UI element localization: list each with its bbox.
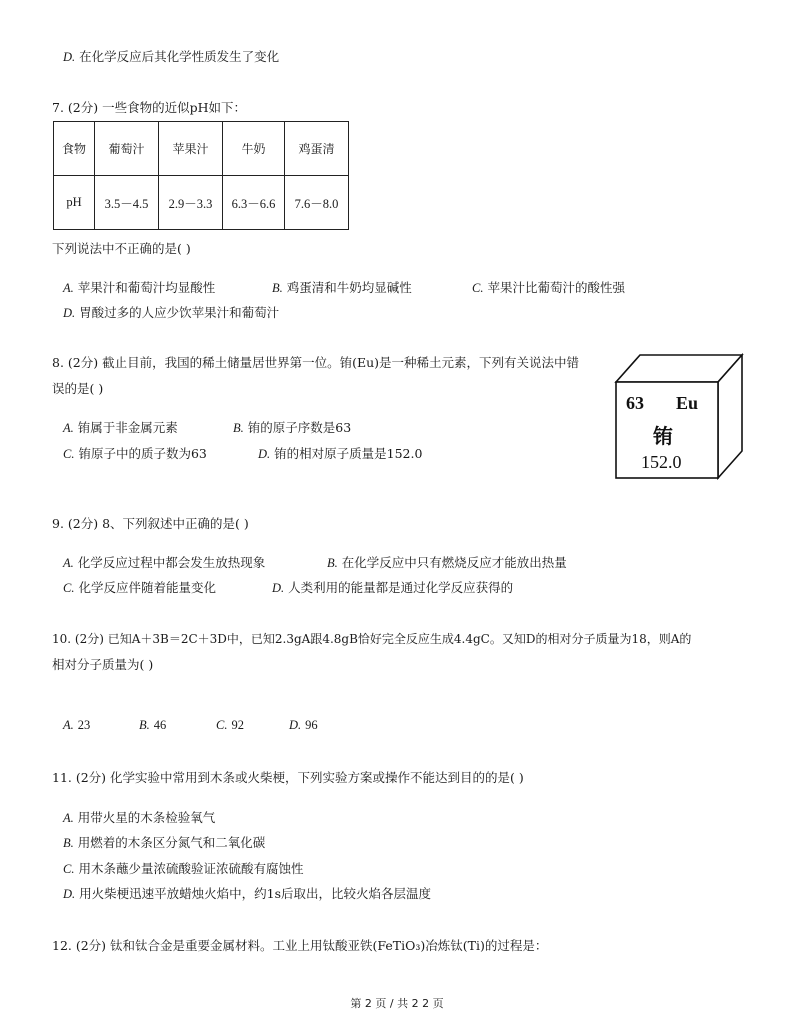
q8-heading-line1: 8. (2分) 截止目前，我国的稀土储量居世界第一位。铕(Eu)是一种稀土元素，下列有关说法中错	[52, 355, 580, 370]
q8-option-b	[233, 418, 351, 436]
option-letter: D.	[63, 306, 76, 320]
option-letter: B.	[63, 836, 74, 850]
option-letter: A.	[63, 556, 74, 570]
q8-heading-line2: 误的是( )	[52, 381, 104, 396]
q11-heading: 11. (2分) 化学实验中常用到木条或火柴梗，下列实验方案或操作不能达到目的的是( )	[52, 770, 524, 785]
element-name: 铕	[653, 424, 673, 448]
option-text: 铕的相对原子质量是152.0	[274, 446, 423, 461]
q7-heading: 7. (2分) 一些食物的近似pH如下：	[52, 100, 246, 115]
option-text: 92	[231, 718, 244, 732]
option-letter: C.	[216, 718, 228, 732]
option-letter: A.	[63, 281, 74, 295]
q7-option-b	[272, 278, 412, 296]
option-letter: A.	[63, 718, 74, 732]
option-letter: C.	[63, 447, 75, 461]
q12-heading: 12. (2分) 钛和钛合金是重要金属材料。工业上用钛酸亚铁(FeTiO₃)冶炼钛(Ti)的过程是：	[52, 938, 548, 953]
ph-table	[53, 121, 349, 230]
q9-option-c	[63, 578, 216, 596]
element-card-europium	[614, 352, 744, 480]
option-text: 鸡蛋清和牛奶均显碱性	[286, 280, 412, 295]
option-text: 用燃着的木条区分氮气和二氧化碳	[77, 835, 266, 850]
option-text: 人类利用的能量都是通过化学反应获得的	[288, 580, 514, 595]
option-letter: A.	[63, 421, 74, 435]
option-letter: D.	[258, 447, 271, 461]
q10-heading-line2: 相对分子质量为( )	[52, 657, 154, 672]
table-cell: 鸡蛋清	[285, 122, 349, 176]
table-cell: 苹果汁	[159, 122, 223, 176]
option-text: 胃酸过多的人应少饮苹果汁和葡萄汁	[79, 305, 280, 320]
q6-option-d	[63, 47, 279, 65]
option-text: 化学反应伴随着能量变化	[78, 580, 216, 595]
table-cell: 牛奶	[223, 122, 285, 176]
page-footer: 第 2 页 / 共 2 2 页	[350, 997, 444, 1010]
option-letter: B.	[139, 718, 150, 732]
option-letter: C.	[63, 581, 75, 595]
table-cell: 7.6－8.0	[285, 176, 349, 230]
table-row	[54, 122, 349, 176]
option-text: 苹果汁比葡萄汁的酸性强	[487, 280, 625, 295]
q6-option-d-letter: D.	[63, 50, 76, 64]
table-cell: 6.3－6.6	[223, 176, 285, 230]
q7-option-a	[63, 278, 215, 296]
element-symbol: Eu	[676, 393, 699, 413]
table-cell: pH	[54, 176, 95, 230]
q11-option-c	[63, 859, 303, 877]
option-letter: B.	[272, 281, 283, 295]
q10-option-d	[289, 717, 318, 733]
q7-option-c	[472, 278, 625, 296]
q9-option-b	[327, 553, 567, 571]
q10-option-a	[63, 717, 90, 733]
table-row	[54, 176, 349, 230]
option-text: 46	[153, 718, 167, 732]
option-text: 23	[77, 718, 91, 732]
q9-option-a	[63, 553, 265, 571]
table-cell: 2.9－3.3	[159, 176, 223, 230]
option-text: 铕原子中的质子数为63	[78, 446, 207, 461]
q11-option-b	[63, 833, 265, 851]
q10-option-b	[139, 717, 166, 733]
option-text: 用带火星的木条检验氧气	[77, 810, 216, 825]
q8-option-d	[258, 444, 422, 462]
option-letter: B.	[233, 421, 244, 435]
q11-option-d	[63, 884, 431, 902]
option-text: 用火柴梗迅速平放蜡烛火焰中，约1s后取出，比较火焰各层温度	[79, 886, 432, 901]
element-atomic-number: 63	[626, 393, 644, 413]
option-text: 铕的原子序数是63	[247, 420, 352, 435]
option-text: 铕属于非金属元素	[77, 420, 178, 435]
table-cell: 葡萄汁	[95, 122, 159, 176]
q6-option-d-text: 在化学反应后其化学性质发生了变化	[79, 49, 280, 64]
option-text: 在化学反应中只有燃烧反应才能放出热量	[341, 555, 567, 570]
q9-heading: 9. (2分) 8、下列叙述中正确的是( )	[52, 516, 249, 531]
element-atomic-mass: 152.0	[641, 452, 682, 472]
option-letter: C.	[472, 281, 484, 295]
option-letter: A.	[63, 811, 74, 825]
table-cell: 3.5－4.5	[95, 176, 159, 230]
option-letter: B.	[327, 556, 338, 570]
option-letter: D.	[63, 887, 76, 901]
q10-option-c	[216, 717, 244, 733]
q7-stem: 下列说法中不正确的是( )	[52, 241, 191, 256]
q8-option-c	[63, 444, 207, 462]
q7-option-d	[63, 303, 279, 321]
q9-option-d	[272, 578, 513, 596]
option-text: 96	[305, 718, 318, 732]
q10-heading-line1: 10. (2分) 已知A＋3B＝2C＋3D中，已知2.3gA跟4.8gB恰好完全反应生成4.4gC。又知D的相对分子质量为18，则A的	[52, 632, 692, 646]
option-letter: C.	[63, 862, 75, 876]
q8-option-a	[63, 418, 178, 436]
option-letter: D.	[272, 581, 285, 595]
table-cell: 食物	[54, 122, 95, 176]
option-text: 用木条蘸少量浓硫酸验证浓硫酸有腐蚀性	[78, 861, 304, 876]
option-letter: D.	[289, 718, 302, 732]
option-text: 苹果汁和葡萄汁均显酸性	[77, 280, 216, 295]
option-text: 化学反应过程中都会发生放热现象	[77, 555, 266, 570]
q11-option-a	[63, 808, 215, 826]
